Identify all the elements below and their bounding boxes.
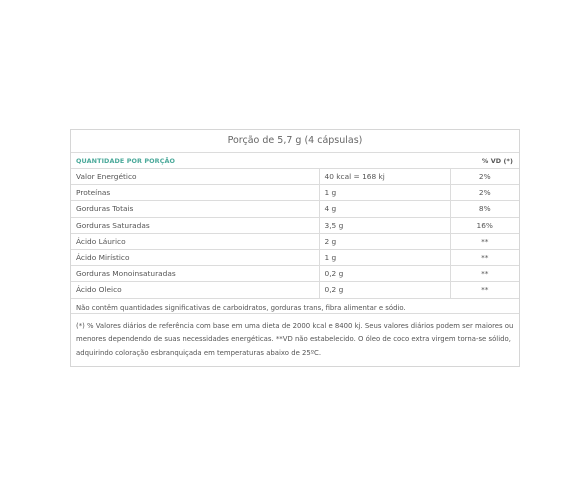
footnote-line: (*) % Valores diários de referência com base em uma dieta de 2000 kcal e 8400 kj. Seus valores diários podem ser maiores ou [76, 321, 514, 330]
nutrient-name: Proteínas [71, 185, 319, 201]
nutrient-amount: 40 kcal = 168 kj [319, 169, 450, 185]
insignificant-nutrients-note: Não contêm quantidades significativas de carboidratos, gorduras trans, fibra alimentar e sódio. [71, 299, 519, 314]
table-row [71, 266, 519, 282]
nutrient-daily-value: 8% [450, 201, 519, 217]
nutrient-daily-value: ** [450, 266, 519, 282]
nutrient-name: Ácido Oleico [71, 282, 319, 298]
nutrient-amount: 0,2 g [319, 266, 450, 282]
table-row [71, 249, 519, 265]
nutrient-amount: 1 g [319, 249, 450, 265]
nutrient-name: Gorduras Saturadas [71, 217, 319, 233]
table-row [71, 185, 519, 201]
nutrient-daily-value: ** [450, 249, 519, 265]
footnote-line: menores dependendo de suas necessidades energéticas. **VD não estabelecido. O óleo de coco extra virgem torna-se sólido, [76, 335, 511, 343]
nutrient-name: Ácido Mirístico [71, 249, 319, 265]
nutrient-amount: 4 g [319, 201, 450, 217]
nutrient-daily-value: ** [450, 233, 519, 249]
nutrient-name: Valor Energético [71, 169, 319, 185]
daily-value-header: % VD (*) [450, 153, 519, 169]
nutrition-table [71, 153, 519, 299]
quantity-per-portion-header: QUANTIDADE POR PORÇÃO [71, 153, 450, 169]
nutrient-daily-value: ** [450, 282, 519, 298]
nutrient-name: Gorduras Monoinsaturadas [71, 266, 319, 282]
nutrient-name: Ácido Láurico [71, 233, 319, 249]
table-row [71, 201, 519, 217]
table-row [71, 233, 519, 249]
nutrient-amount: 0,2 g [319, 282, 450, 298]
table-row [71, 217, 519, 233]
nutrient-daily-value: 16% [450, 217, 519, 233]
nutrient-amount: 3,5 g [319, 217, 450, 233]
table-row [71, 169, 519, 185]
nutrition-facts-panel [70, 129, 520, 367]
nutrient-amount: 2 g [319, 233, 450, 249]
table-row [71, 282, 519, 298]
footnote-line: adquirindo coloração esbranquiçada em temperaturas abaixo de 25ºC. [76, 348, 322, 357]
daily-value-footnote [71, 314, 519, 367]
portion-size: Porção de 5,7 g (4 cápsulas) [71, 130, 519, 153]
table-header-row [71, 153, 519, 169]
nutrient-daily-value: 2% [450, 185, 519, 201]
nutrient-name: Gorduras Totais [71, 201, 319, 217]
nutrient-daily-value: 2% [450, 169, 519, 185]
nutrient-amount: 1 g [319, 185, 450, 201]
